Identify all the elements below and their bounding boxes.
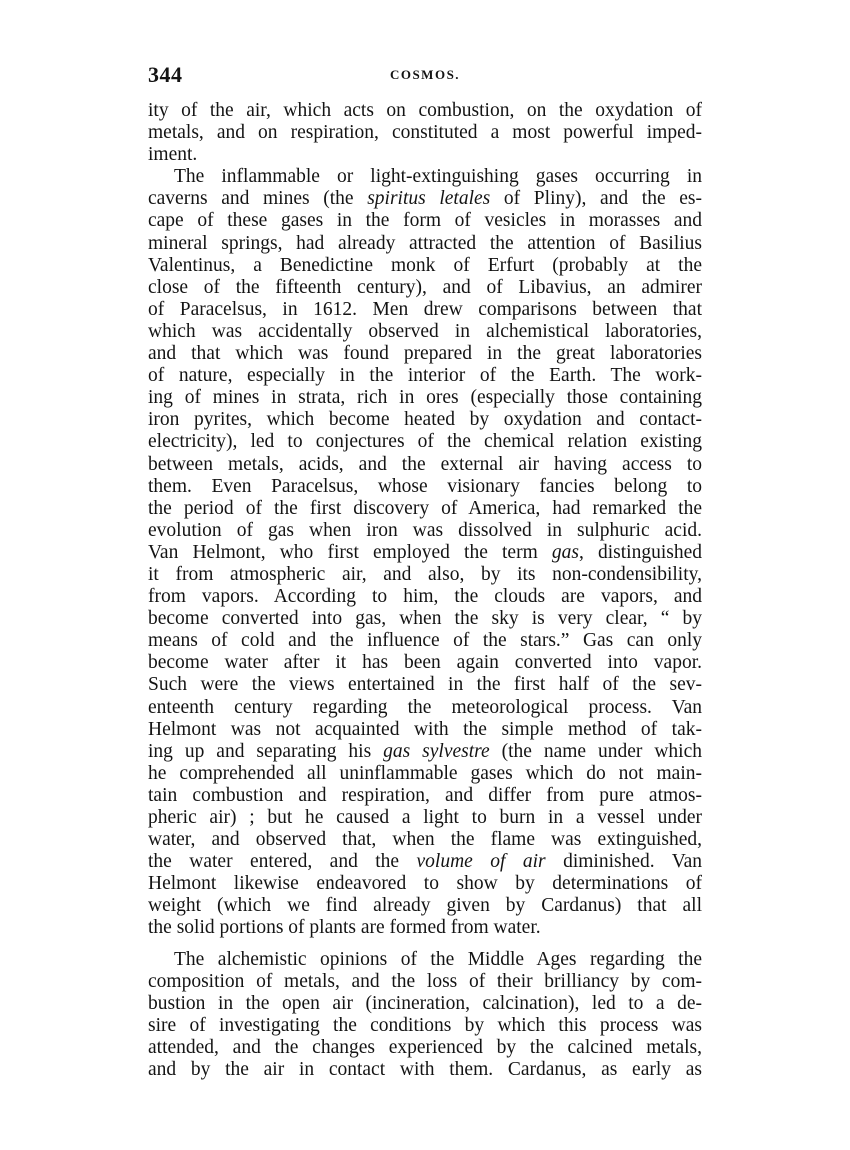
italic-term: volume of air	[416, 851, 546, 873]
paragraph	[148, 949, 702, 1082]
text-run: Van Helmont, who first employed the term	[148, 541, 552, 563]
text-line	[148, 1015, 702, 1037]
text-line	[148, 277, 702, 299]
text-run: , distinguished	[578, 541, 702, 563]
text-line	[148, 343, 702, 365]
text-run: them. Even Paracelsus, whose visionary fancies belong to	[148, 475, 702, 497]
text-line	[148, 144, 702, 166]
text-line	[148, 630, 702, 652]
text-run: become converted into gas, when the sky is very clear, “ by	[148, 608, 702, 630]
text-run: of Pliny), and the es-	[490, 188, 702, 210]
text-run: Such were the views entertained in the first half of the sev-	[148, 674, 702, 696]
text-run: the water entered, and the	[148, 851, 417, 873]
text-line	[148, 697, 702, 719]
text-line	[148, 299, 702, 321]
text-run: the solid portions of plants are formed from water.	[148, 917, 541, 939]
text-run: ity of the air, which acts on combustion, on the oxydation of	[148, 100, 702, 121]
text-line	[148, 365, 702, 387]
text-run: of nature, especially in the interior of the Earth. The work-	[148, 365, 702, 387]
text-run: bustion in the open air (incineration, calcination), led to a de-	[148, 992, 702, 1014]
text-line	[148, 210, 702, 232]
paragraph-gap	[148, 940, 702, 949]
text-line	[148, 763, 702, 785]
text-line	[148, 542, 702, 564]
text-run: attended, and the changes experienced by the calcined metals,	[148, 1036, 702, 1058]
text-line	[148, 719, 702, 741]
text-line	[148, 564, 702, 586]
text-run: Valentinus, a Benedictine monk of Erfurt (probably at the	[148, 254, 702, 276]
text-line	[148, 1037, 702, 1059]
text-run: metals, and on respiration, constituted a most powerful imped-	[148, 122, 702, 144]
text-line	[148, 188, 702, 210]
text-run: iment.	[148, 144, 198, 166]
italic-term: spiritus letales	[367, 188, 491, 210]
text-run: ing of mines in strata, rich in ores (especially those containing	[148, 387, 702, 409]
text-line	[148, 993, 702, 1015]
running-head	[148, 62, 702, 94]
text-line	[148, 971, 702, 993]
italic-term: gas sylvestre	[383, 740, 490, 762]
text-line	[148, 1059, 702, 1081]
paragraph	[148, 166, 702, 939]
body-text	[148, 100, 702, 1081]
text-run: water, and observed that, when the flame was extinguished,	[148, 829, 702, 851]
running-title: COSMOS.	[389, 67, 461, 82]
text-run: caverns and mines (the	[148, 188, 368, 210]
page-number: 344	[148, 62, 183, 87]
text-line	[148, 785, 702, 807]
text-run: The alchemistic opinions of the Middle Ages regarding the	[174, 948, 702, 970]
italic-term: gas	[551, 541, 579, 563]
text-run: iron pyrites, which become heated by oxydation and contact-	[148, 409, 702, 431]
text-run: and that which was found prepared in the great laboratories	[148, 343, 702, 365]
text-run: sire of investigating the conditions by which this process was	[148, 1014, 702, 1036]
text-line	[148, 454, 702, 476]
text-run: means of cold and the influence of the stars.” Gas can only	[148, 630, 702, 652]
text-line	[148, 741, 702, 763]
text-run: the period of the first discovery of America, had remarked the	[148, 497, 702, 519]
text-line	[148, 520, 702, 542]
text-line	[148, 608, 702, 630]
text-run: Helmont was not acquainted with the simple method of tak-	[148, 718, 702, 740]
text-run: electricity), led to conjectures of the chemical relation existing	[148, 431, 702, 453]
text-line	[148, 829, 702, 851]
text-line	[148, 917, 702, 939]
text-run: evolution of gas when iron was dissolved in sulphuric acid.	[148, 519, 702, 541]
text-run: diminished. Van	[545, 851, 702, 873]
text-line	[148, 431, 702, 453]
text-run: pheric air) ; but he caused a light to burn in a vessel under	[148, 807, 702, 828]
paragraph	[148, 100, 702, 166]
text-line	[148, 873, 702, 895]
text-run: and by the air in contact with them. Cardanus, as early as	[148, 1059, 702, 1081]
text-line	[148, 387, 702, 409]
text-run: mineral springs, had already attracted the attention of Basilius	[148, 232, 702, 254]
text-line	[148, 166, 702, 188]
text-line	[148, 674, 702, 696]
text-run: (the name under which	[489, 740, 702, 762]
text-run: enteenth century regarding the meteorological process. Van	[148, 696, 702, 718]
text-run: of Paracelsus, in 1612. Men drew comparisons between that	[148, 298, 702, 320]
text-run: between metals, acids, and the external air having access to	[148, 453, 702, 475]
text-run: become water after it has been again converted into vapor.	[148, 652, 702, 674]
text-run: tain combustion and respiration, and differ from pure atmos-	[148, 784, 702, 806]
text-run: composition of metals, and the loss of their brilliancy by com-	[148, 970, 702, 992]
text-line	[148, 586, 702, 608]
text-run: cape of these gases in the form of vesicles in morasses and	[148, 210, 702, 232]
text-line	[148, 476, 702, 498]
text-run: close of the fifteenth century), and of Libavius, an admirer	[148, 276, 702, 298]
text-line	[148, 321, 702, 343]
text-run: ing up and separating his	[148, 740, 384, 762]
text-line	[148, 949, 702, 971]
text-line	[148, 498, 702, 520]
text-line	[148, 409, 702, 431]
text-run: it from atmospheric air, and also, by its non-condensibility,	[148, 563, 702, 585]
text-line	[148, 122, 702, 144]
text-run: The inflammable or light-extinguishing gases occurring in	[174, 166, 702, 188]
text-run: which was accidentally observed in alchemistical laboratories,	[148, 320, 702, 342]
text-line	[148, 851, 702, 873]
text-run: he comprehended all uninflammable gases which do not main-	[148, 762, 702, 784]
text-line	[148, 895, 702, 917]
text-run: from vapors. According to him, the clouds are vapors, and	[148, 586, 702, 608]
text-line	[148, 652, 702, 674]
text-run: weight (which we find already given by Cardanus) that all	[148, 895, 702, 917]
text-run: Helmont likewise endeavored to show by determinations of	[148, 873, 702, 895]
text-line	[148, 255, 702, 277]
text-line	[148, 233, 702, 255]
text-line	[148, 100, 702, 122]
text-line	[148, 807, 702, 829]
